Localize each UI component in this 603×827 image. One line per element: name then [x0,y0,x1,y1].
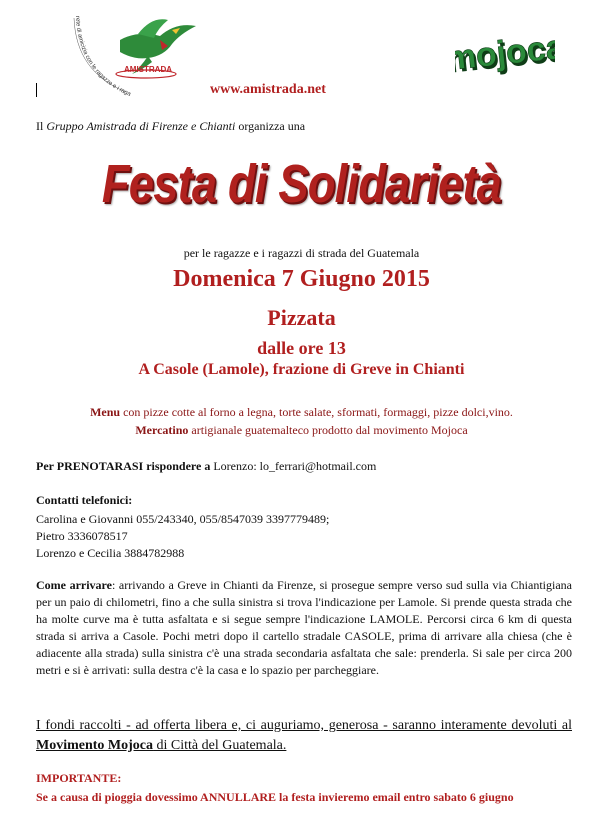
funds-paragraph [36,716,572,756]
mercatino-line [0,423,603,438]
menu-label: Menu [90,405,121,419]
important-text: Se a causa di pioggia dovessimo ANNULLARE la festa invieremo email entro sabato 6 giugno [36,790,514,804]
amistrada-bird-icon [68,12,203,102]
contact-line: Lorenzo e Cecilia 3884782988 [36,546,185,560]
svg-text:rete di amicizia con le ragazz [68,12,132,98]
event-place: A Casole (Lamole), frazione di Greve in Chianti [138,361,465,378]
website-link[interactable]: www.amistrada.net [210,82,326,97]
intro-prefix: Il [36,119,47,133]
logo-arc-text: rete di amicizia con le ragazze e i raga [73,15,132,98]
event-time: dalle ore 13 [257,338,346,358]
group-name: Gruppo Amistrada di Firenze e Chianti [46,119,236,133]
contacts-title: Contatti telefonici: [36,493,133,507]
mojoca-logo-shadow: mojoca [455,30,555,81]
contact-line: Carolina e Giovanni 055/243340, 055/8547039 3397779489; [36,512,330,526]
mercatino-text: artigianale guatemalteco prodotto dal movimento Mojoca [188,423,468,437]
amistrada-logo-text: AMISTRADA [124,65,172,74]
text-cursor [36,83,37,97]
event-title: Festa di Solidarietà [101,154,502,214]
menu-text: con pizze cotte al forno a legna, torte salate, sformati, formaggi, pizze dolci,vino. [120,405,513,419]
intro-line [36,119,305,134]
amistrada-logo [68,12,203,102]
directions-text: : arrivando a Greve in Chianti da Firenze, si prosegue sempre verso sud sulla via Chiantigiana per un paio di chilometri, fino a che sulla sinistra si trova l'indicazione per Lamole. Si prende questa strada che ha molte curve ma è tutta asfaltata e si segue sempre l'indicazione LAMOLE. Percorsi circa 6 km di questa strada si arriva a Casole. Pochi metri dopo il cartello stradale CASOLE, prima di arrivare alla chiesa (che è adiacente alla strada) sulla sinistra c'è una strada secondaria asfaltata che sale: prenderla. Si sale per circa 200 metri e si è arrivati: sulla destra c'è la casa e lo spazio per parcheggiare. [36,578,572,677]
event-type: Pizzata [267,305,336,330]
funds-highlight: Movimento Mojoca [36,738,154,753]
mojoca-logo-text: mojoca [455,27,555,79]
funds-suffix: di Città del Guatemala. [153,738,287,753]
contact-line: Pietro 3336078517 [36,529,128,543]
mercatino-label: Mercatino [135,423,189,437]
directions-paragraph [36,577,572,679]
event-date: Domenica 7 Giugno 2015 [173,266,430,292]
funds-prefix: I fondi raccolti - ad offerta libera e, ci auguriamo, generosa - saranno interamente devoluti al [36,718,572,733]
directions-label: Come arrivare [36,578,112,592]
booking-label: Per PRENOTARASI rispondere a [36,459,211,473]
menu-line [0,405,603,420]
event-subtitle: per le ragazze e i ragazzi di strada del Guatemala [183,246,420,260]
important-title: IMPORTANTE: [36,771,122,785]
intro-suffix: organizza una [235,119,306,133]
mojoca-logo [455,22,555,82]
booking-contact[interactable]: Lorenzo: lo_ferrari@hotmail.com [210,459,377,473]
booking-line [36,459,376,474]
